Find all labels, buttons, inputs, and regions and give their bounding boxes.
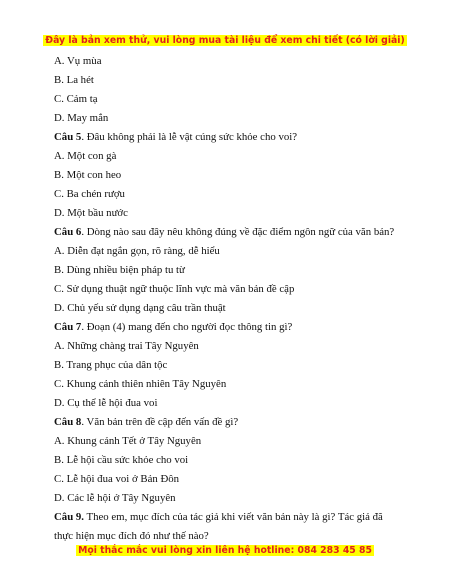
document-body	[54, 52, 399, 546]
question-6-text: . Dòng nào sau đây nêu không đúng về đặc điểm ngôn ngữ của văn bản?	[81, 226, 395, 238]
question-8-option-c: C. Lễ hội đua voi ở Bản Đôn	[54, 473, 180, 485]
question-7-label: Câu 7	[54, 321, 82, 333]
question-8-option-d: D. Các lễ hội ở Tây Nguyên	[54, 492, 176, 504]
question-7-option-c: C. Khung cảnh thiên nhiên Tây Nguyên	[54, 378, 227, 390]
question-9	[54, 508, 399, 546]
question-6-option-c: C. Sử dụng thuật ngữ thuộc lĩnh vực mà văn bản đề cập	[54, 283, 295, 295]
header-notice-bar	[0, 35, 450, 48]
question-7-option-d: D. Cụ thể lễ hội đua voi	[54, 397, 158, 409]
footer-notice: Mọi thắc mắc vui lòng xin liên hệ hotline: 084 283 45 85	[78, 545, 372, 556]
question-6-option-d: D. Chủ yếu sử dụng dạng câu trần thuật	[54, 302, 226, 314]
question-5-option-a: A. Một con gà	[54, 150, 117, 162]
question-8-option-b: B. Lễ hội cầu sức khỏe cho voi	[54, 454, 189, 466]
question-6-option-a: A. Diễn đạt ngắn gọn, rõ ràng, dễ hiểu	[54, 245, 220, 257]
option-prev-d: D. May mắn	[54, 112, 109, 124]
question-6-label: Câu 6	[54, 226, 82, 238]
question-5-option-d: D. Một bầu nước	[54, 207, 128, 219]
question-7-text: . Đoạn (4) mang đến cho người đọc thông tin gì?	[81, 321, 293, 333]
question-7-option-a: A. Những chàng trai Tây Nguyên	[54, 340, 199, 352]
question-6	[54, 223, 399, 242]
header-notice: Đây là bản xem thử, vui lòng mua tài liệu để xem chi tiết (có lời giải)	[45, 35, 405, 46]
question-7	[54, 318, 399, 337]
footer-notice-bar	[0, 545, 450, 558]
question-6-option-b: B. Dùng nhiều biện pháp tu từ	[54, 264, 185, 276]
question-7-option-b: B. Trang phục của dân tộc	[54, 359, 168, 371]
question-5-text: . Đâu không phải là lễ vật cúng sức khỏe cho voi?	[81, 131, 298, 143]
question-5-label: Câu 5	[54, 131, 82, 143]
option-prev-c: C. Cảm tạ	[54, 93, 98, 105]
question-5-option-c: C. Ba chén rượu	[54, 188, 125, 200]
question-5	[54, 128, 399, 147]
question-9-label: Câu 9.	[54, 511, 84, 523]
option-prev-a: A. Vụ mùa	[54, 55, 102, 67]
question-8-text: . Văn bản trên đề cập đến vấn đề gì?	[81, 416, 239, 428]
question-8	[54, 413, 399, 432]
question-8-label: Câu 8	[54, 416, 82, 428]
option-prev-b: B. La hét	[54, 74, 94, 86]
question-5-option-b: B. Một con heo	[54, 169, 122, 181]
question-9-text: Theo em, mục đích của tác giả khi viết văn bản này là gì? Tác giả đã thực hiện mục đích đó như thế nào?	[54, 511, 383, 542]
question-8-option-a: A. Khung cảnh Tết ở Tây Nguyên	[54, 435, 202, 447]
